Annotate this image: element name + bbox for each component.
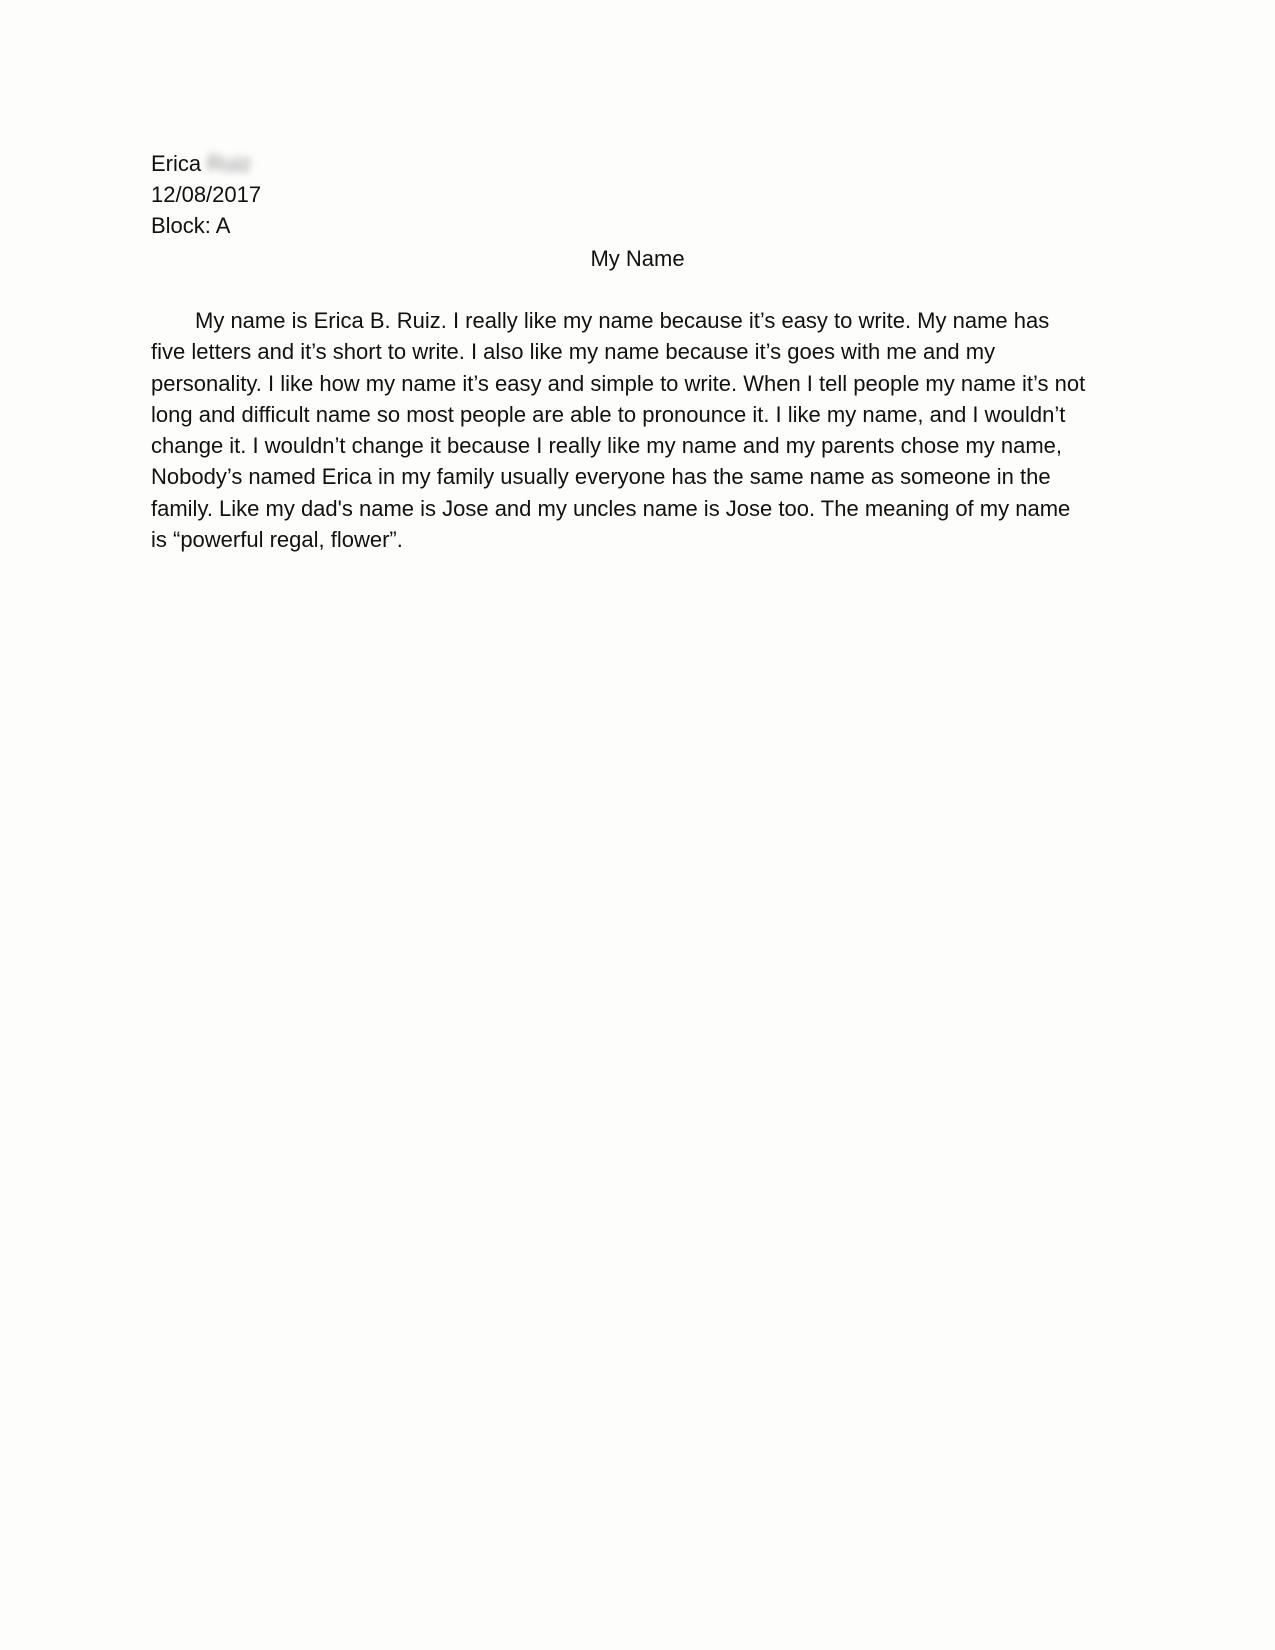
student-name (151, 148, 261, 179)
document-header (151, 148, 261, 241)
body-line: long and difficult name so most people are able to pronounce it. I like my name, and I wouldn’t (151, 401, 1066, 427)
body-line: family. Like my dad's name is Jose and my uncles name is Jose too. The meaning of my name (151, 495, 1071, 521)
body-line: is “powerful regal, flower”. (151, 527, 403, 553)
class-block: Block: A (151, 213, 231, 238)
student-last-name-redacted: Ruiz (207, 151, 252, 176)
body-line: Nobody’s named Erica in my family usually everyone has the same name as someone in the (151, 464, 1051, 490)
student-first-name: Erica (151, 151, 202, 176)
body-paragraph (151, 305, 1131, 555)
document-date: 12/08/2017 (151, 182, 262, 207)
document-title: My Name (590, 246, 685, 271)
body-line: five letters and it’s short to write. I also like my name because it’s goes with me and my (151, 339, 996, 365)
body-line: personality. I like how my name it’s easy and simple to write. When I tell people my name it’s not (151, 370, 1086, 396)
body-line: My name is Erica B. Ruiz. I really like my name because it’s easy to write. My name has (195, 308, 1050, 333)
body-line: change it. I wouldn’t change it because I really like my name and my parents chose my name, (151, 433, 1063, 459)
